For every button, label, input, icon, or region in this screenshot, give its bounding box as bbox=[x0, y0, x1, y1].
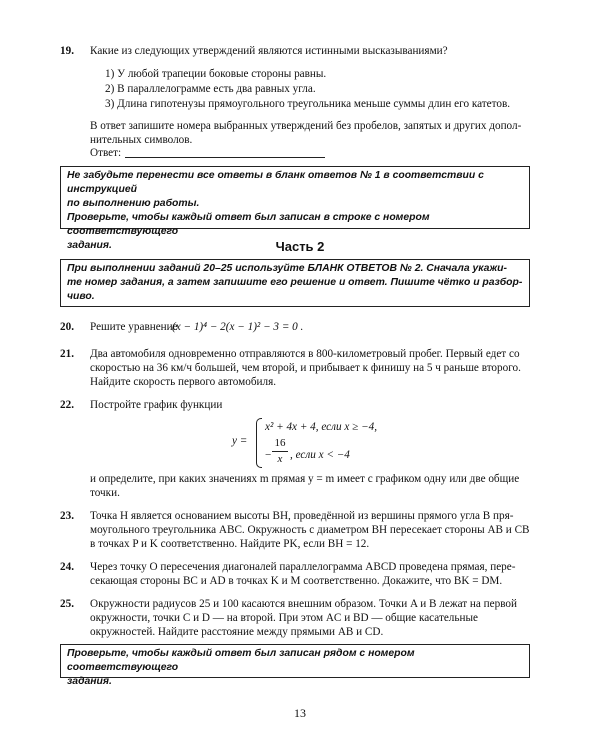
question-21-number: 21. bbox=[60, 348, 74, 360]
notice-2-line-2: те номер задания, а затем запишите его решение и ответ. Пишите чётко и разбор- bbox=[67, 277, 523, 288]
piecewise-fraction-numerator: 16 bbox=[274, 437, 286, 449]
question-22-text: Постройте график функции bbox=[90, 399, 223, 411]
question-21-line-2: скоростью на 36 км/ч большей, чем второй, и прибывает к финишу на 5 ч раньше второго. bbox=[90, 362, 521, 374]
question-19-instruction-line-1: В ответ запишите номера выбранных утверждений без пробелов, запятых и других допол- bbox=[90, 120, 522, 132]
question-21-line-3: Найдите скорость первого автомобиля. bbox=[90, 376, 277, 388]
question-23-line-2: моугольного треугольника ABC. Окружность с диаметром BH пересекает стороны AB и CB bbox=[90, 524, 530, 536]
question-20-equation: (x − 1)⁴ − 2(x − 1)² − 3 = 0 . bbox=[172, 321, 304, 333]
question-25-number: 25. bbox=[60, 598, 74, 610]
notice-3-line-1: Проверьте, чтобы каждый ответ был записан рядом с номером соответствующего bbox=[67, 648, 415, 673]
part-2-heading: Часть 2 bbox=[275, 239, 325, 254]
question-25-line-3: окружностей. Найдите расстояние между прямыми AB и CD. bbox=[90, 626, 384, 638]
piecewise-y-equals: y = bbox=[232, 435, 248, 447]
answer-label: Ответ: bbox=[90, 147, 122, 159]
question-23-line-3: в точках P и K соответственно. Найдите PK, если BH = 12. bbox=[90, 538, 370, 550]
question-25-line-2: окружности, точки C и D — на второй. При этом AC и BD — общие касательные bbox=[90, 612, 478, 624]
question-24-line-1: Через точку O пересечения диагоналей параллелограмма ABCD проведена прямая, пере- bbox=[90, 561, 516, 573]
question-24-line-2: секающая стороны BC и AD в точках K и M соответственно. Докажите, что BK = DM. bbox=[90, 575, 503, 587]
page-number: 13 bbox=[294, 706, 306, 720]
answer-line[interactable] bbox=[125, 157, 325, 158]
notice-2-line-1: При выполнении заданий 20–25 используйте БЛАНК ОТВЕТОВ № 2. Сначала укажи- bbox=[67, 263, 507, 274]
notice-3-line-2: задания. bbox=[67, 676, 112, 687]
notice-box-check-answers bbox=[60, 644, 530, 687]
question-24-number: 24. bbox=[60, 561, 74, 573]
question-19-statement-1: 1) У любой трапеции боковые стороны равны. bbox=[105, 68, 327, 80]
question-22-number: 22. bbox=[60, 399, 74, 411]
question-20-number: 20. bbox=[60, 321, 74, 333]
question-23-line-1: Точка H является основанием высоты BH, проведённой из вершины прямого угла B пря- bbox=[90, 510, 514, 522]
piecewise-case-1: x² + 4x + 4, если x ≥ −4, bbox=[265, 421, 378, 433]
notice-1-line-1: Не забудьте перенести все ответы в бланк ответов № 1 в соответствии с инструкцией bbox=[67, 170, 484, 195]
question-19-text: Какие из следующих утверждений являются истинными высказываниями? bbox=[90, 45, 448, 57]
question-22-after-line-2: точки. bbox=[90, 487, 120, 499]
question-19-statement-2: 2) В параллелограмме есть два равных угла. bbox=[105, 83, 316, 95]
question-21-line-1: Два автомобиля одновременно отправляются в 800-километровый пробег. Первый едет со bbox=[90, 348, 520, 360]
notice-1-line-2: по выполнению работы. bbox=[67, 198, 200, 209]
question-25-line-1: Окружности радиусов 25 и 100 касаются внешним образом. Точки A и B лежат на первой bbox=[90, 598, 518, 610]
notice-1-line-4: задания. bbox=[67, 240, 112, 251]
piecewise-case-2-condition: , если x < −4 bbox=[290, 449, 350, 461]
piecewise-case-2-minus: − bbox=[265, 449, 272, 461]
piecewise-fraction-denominator: x bbox=[277, 453, 283, 465]
question-20-text: Решите уравнение bbox=[90, 321, 178, 333]
question-23-number: 23. bbox=[60, 510, 74, 522]
notice-2-line-3: чиво. bbox=[67, 291, 95, 302]
piecewise-fraction-bar bbox=[272, 451, 288, 452]
question-22-after-line-1: и определите, при каких значениях m прямая y = m имеет с графиком одну или две общие bbox=[90, 473, 520, 485]
notice-box-answer-sheet-2 bbox=[60, 259, 530, 307]
question-19-number: 19. bbox=[60, 45, 74, 57]
notice-1-line-3: Проверьте, чтобы каждый ответ был записан в строке с номером соответствующего bbox=[67, 212, 430, 237]
piecewise-brace bbox=[256, 418, 262, 468]
question-19-instruction-line-2: нительных символов. bbox=[90, 134, 193, 146]
question-19-statement-3: 3) Длина гипотенузы прямоугольного треугольника меньше суммы длин его катетов. bbox=[105, 98, 511, 110]
